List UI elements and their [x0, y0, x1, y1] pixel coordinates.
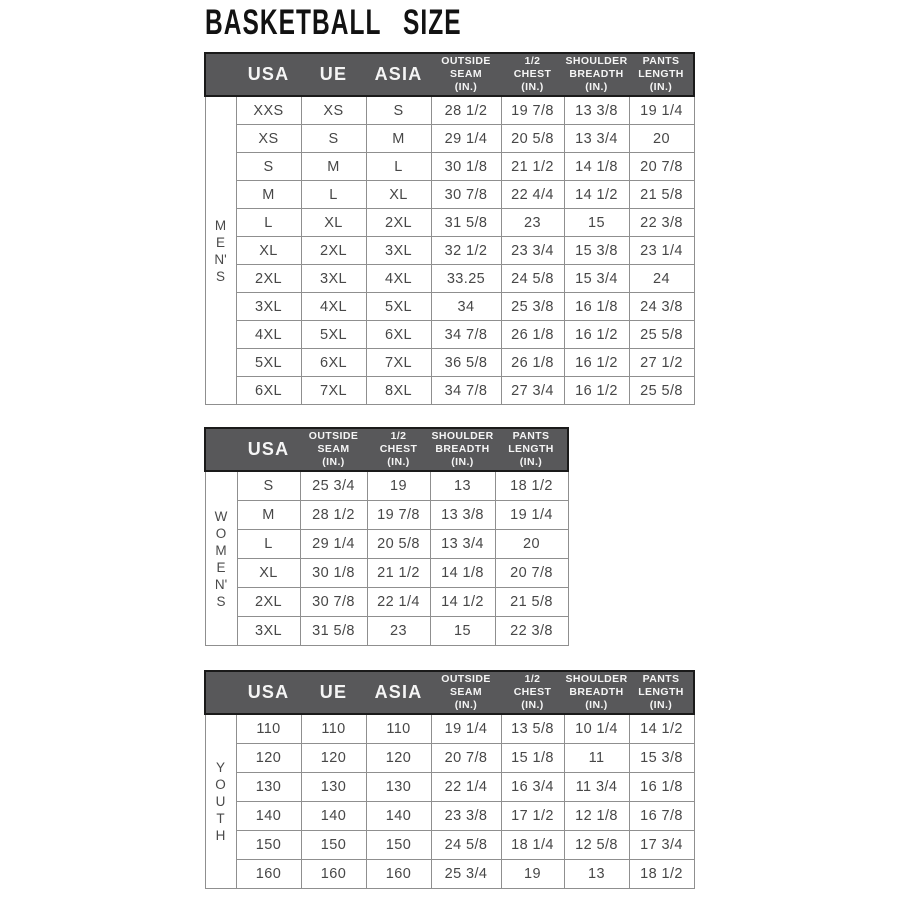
- size-cell: 4XL: [366, 265, 431, 293]
- size-cell: L: [301, 181, 366, 209]
- size-cell: 2XL: [366, 209, 431, 237]
- size-cell: 20 7/8: [431, 744, 501, 773]
- side-label-women-s: W O M E N' S: [205, 471, 237, 646]
- size-cell: 25 3/4: [431, 860, 501, 889]
- table-row: [205, 714, 694, 744]
- size-table: [204, 52, 695, 405]
- size-cell: 11 3/4: [564, 773, 629, 802]
- size-cell: 20 7/8: [629, 153, 694, 181]
- size-cell: 19 7/8: [501, 96, 564, 125]
- size-cell: 16 3/4: [501, 773, 564, 802]
- size-cell: 3XL: [366, 237, 431, 265]
- size-cell: 22 1/4: [367, 588, 430, 617]
- size-cell: 13 5/8: [501, 714, 564, 744]
- size-cell: 28 1/2: [300, 501, 367, 530]
- size-cell: 160: [366, 860, 431, 889]
- size-cell: 29 1/4: [300, 530, 367, 559]
- size-cell: XL: [237, 559, 300, 588]
- size-cell: L: [236, 209, 301, 237]
- size-table: [204, 427, 569, 646]
- size-cell: 5XL: [236, 349, 301, 377]
- size-cell: 4XL: [236, 321, 301, 349]
- size-cell: 160: [301, 860, 366, 889]
- table-row: [205, 831, 694, 860]
- size-cell: 5XL: [301, 321, 366, 349]
- size-cell: 23: [367, 617, 430, 646]
- size-cell: 16 1/8: [564, 293, 629, 321]
- size-cell: 3XL: [237, 617, 300, 646]
- size-cell: 14 1/2: [430, 588, 495, 617]
- size-cell: S: [236, 153, 301, 181]
- column-header-usa: USA: [237, 428, 300, 471]
- size-cell: 13 3/4: [564, 125, 629, 153]
- table-row: [205, 471, 568, 501]
- size-cell: 24 5/8: [431, 831, 501, 860]
- size-cell: 140: [301, 802, 366, 831]
- size-cell: 14 1/2: [629, 714, 694, 744]
- size-cell: 150: [236, 831, 301, 860]
- size-cell: 12 5/8: [564, 831, 629, 860]
- size-cell: M: [237, 501, 300, 530]
- side-label-youth: Y O U T H: [205, 714, 236, 889]
- youth-size-table-section: [204, 670, 900, 889]
- header-row: [205, 428, 568, 471]
- size-cell: 14 1/8: [564, 153, 629, 181]
- size-cell: 3XL: [301, 265, 366, 293]
- size-cell: 24 5/8: [501, 265, 564, 293]
- size-cell: 4XL: [301, 293, 366, 321]
- size-cell: 5XL: [366, 293, 431, 321]
- size-cell: 23: [501, 209, 564, 237]
- size-cell: 130: [301, 773, 366, 802]
- size-cell: 3XL: [236, 293, 301, 321]
- size-cell: S: [366, 96, 431, 125]
- size-cell: 25 3/4: [300, 471, 367, 501]
- table-row: [205, 860, 694, 889]
- column-header-pants-length-in: PANTS LENGTH (IN.): [629, 671, 694, 714]
- size-cell: 28 1/2: [431, 96, 501, 125]
- column-header-shoulder-breadth-in: SHOULDER BREADTH (IN.): [564, 53, 629, 96]
- table-row: [205, 153, 694, 181]
- size-cell: 160: [236, 860, 301, 889]
- size-cell: 140: [366, 802, 431, 831]
- table-row: [205, 349, 694, 377]
- size-cell: 22 1/4: [431, 773, 501, 802]
- table-row: [205, 802, 694, 831]
- size-cell: 16 1/2: [564, 377, 629, 405]
- size-cell: XL: [366, 181, 431, 209]
- size-cell: 16 1/2: [564, 349, 629, 377]
- size-cell: 150: [366, 831, 431, 860]
- table-row: [205, 530, 568, 559]
- size-cell: 13 3/8: [430, 501, 495, 530]
- size-cell: 25 3/8: [501, 293, 564, 321]
- size-cell: XL: [301, 209, 366, 237]
- column-header-shoulder-breadth-in: SHOULDER BREADTH (IN.): [564, 671, 629, 714]
- column-header-asia: ASIA: [366, 671, 431, 714]
- column-header-pants-length-in: PANTS LENGTH (IN.): [629, 53, 694, 96]
- size-cell: 12 1/8: [564, 802, 629, 831]
- header-corner-spacer: [205, 671, 236, 714]
- size-cell: M: [236, 181, 301, 209]
- column-header-pants-length-in: PANTS LENGTH (IN.): [495, 428, 568, 471]
- size-cell: 21 1/2: [501, 153, 564, 181]
- size-cell: 15 3/8: [629, 744, 694, 773]
- column-header-asia: ASIA: [366, 53, 431, 96]
- size-cell: 29 1/4: [431, 125, 501, 153]
- size-cell: M: [301, 153, 366, 181]
- size-cell: 130: [236, 773, 301, 802]
- table-row: [205, 321, 694, 349]
- size-table: [204, 670, 695, 889]
- size-cell: 26 1/8: [501, 321, 564, 349]
- column-header-outside-seam-in: OUTSIDE SEAM (IN.): [431, 53, 501, 96]
- column-header-ue: UE: [301, 53, 366, 96]
- size-cell: 27 1/2: [629, 349, 694, 377]
- column-header-outside-seam-in: OUTSIDE SEAM (IN.): [300, 428, 367, 471]
- size-cell: 19: [501, 860, 564, 889]
- size-cell: 25 5/8: [629, 377, 694, 405]
- header-corner-spacer: [205, 428, 237, 471]
- size-cell: 20 5/8: [367, 530, 430, 559]
- table-row: [205, 617, 568, 646]
- size-cell: 21 5/8: [495, 588, 568, 617]
- size-cell: 15 3/8: [564, 237, 629, 265]
- size-cell: 6XL: [301, 349, 366, 377]
- mens-size-table-section: [204, 52, 900, 405]
- size-cell: 19 7/8: [367, 501, 430, 530]
- size-cell: XS: [236, 125, 301, 153]
- size-cell: 18 1/2: [495, 471, 568, 501]
- size-cell: 21 5/8: [629, 181, 694, 209]
- size-cell: M: [366, 125, 431, 153]
- size-cell: 13 3/8: [564, 96, 629, 125]
- table-row: [205, 181, 694, 209]
- size-cell: 16 7/8: [629, 802, 694, 831]
- table-row: [205, 293, 694, 321]
- size-cell: 13 3/4: [430, 530, 495, 559]
- size-cell: 13: [564, 860, 629, 889]
- size-cell: 24: [629, 265, 694, 293]
- size-cell: 6XL: [366, 321, 431, 349]
- table-row: [205, 501, 568, 530]
- table-row: [205, 125, 694, 153]
- column-header-usa: USA: [236, 671, 301, 714]
- header-corner-spacer: [205, 53, 236, 96]
- womens-size-table-section: [204, 427, 900, 646]
- size-cell: 110: [301, 714, 366, 744]
- size-cell: 23 1/4: [629, 237, 694, 265]
- size-cell: 36 5/8: [431, 349, 501, 377]
- table-row: [205, 559, 568, 588]
- table-row: [205, 209, 694, 237]
- size-cell: 10 1/4: [564, 714, 629, 744]
- size-cell: 25 5/8: [629, 321, 694, 349]
- size-cell: 19 1/4: [431, 714, 501, 744]
- table-row: [205, 773, 694, 802]
- size-cell: 18 1/2: [629, 860, 694, 889]
- side-label-men-s: M E N' S: [205, 96, 236, 405]
- size-cell: 22 4/4: [501, 181, 564, 209]
- size-cell: S: [301, 125, 366, 153]
- size-cell: XXS: [236, 96, 301, 125]
- table-row: [205, 265, 694, 293]
- header-row: [205, 671, 694, 714]
- column-header-outside-seam-in: OUTSIDE SEAM (IN.): [431, 671, 501, 714]
- size-cell: 34 7/8: [431, 377, 501, 405]
- size-cell: 130: [366, 773, 431, 802]
- size-cell: 17 3/4: [629, 831, 694, 860]
- size-cell: 20 7/8: [495, 559, 568, 588]
- size-cell: 15 3/4: [564, 265, 629, 293]
- size-cell: 22 3/8: [629, 209, 694, 237]
- size-cell: 31 5/8: [431, 209, 501, 237]
- size-cell: 8XL: [366, 377, 431, 405]
- size-cell: 34: [431, 293, 501, 321]
- size-cell: 2XL: [301, 237, 366, 265]
- size-cell: 14 1/2: [564, 181, 629, 209]
- size-cell: 120: [301, 744, 366, 773]
- size-cell: 30 1/8: [300, 559, 367, 588]
- header-row: [205, 53, 694, 96]
- column-header-shoulder-breadth-in: SHOULDER BREADTH (IN.): [430, 428, 495, 471]
- size-cell: 2XL: [237, 588, 300, 617]
- size-cell: 20: [629, 125, 694, 153]
- size-cell: 7XL: [366, 349, 431, 377]
- size-cell: 30 1/8: [431, 153, 501, 181]
- size-cell: 20: [495, 530, 568, 559]
- size-cell: 33.25: [431, 265, 501, 293]
- column-header-usa: USA: [236, 53, 301, 96]
- page-title: BASKETBALL SIZE: [205, 3, 462, 42]
- size-cell: 17 1/2: [501, 802, 564, 831]
- table-row: [205, 237, 694, 265]
- size-cell: 13: [430, 471, 495, 501]
- size-cell: 15 1/8: [501, 744, 564, 773]
- size-cell: 20 5/8: [501, 125, 564, 153]
- table-row: [205, 588, 568, 617]
- size-cell: XL: [236, 237, 301, 265]
- size-cell: 24 3/8: [629, 293, 694, 321]
- table-row: [205, 744, 694, 773]
- column-header-1-2-chest-in: 1/2 CHEST (IN.): [501, 671, 564, 714]
- size-cell: 23 3/4: [501, 237, 564, 265]
- size-cell: XS: [301, 96, 366, 125]
- size-cell: 15: [430, 617, 495, 646]
- size-cell: 23 3/8: [431, 802, 501, 831]
- table-row: [205, 96, 694, 125]
- size-cell: 31 5/8: [300, 617, 367, 646]
- size-cell: 30 7/8: [431, 181, 501, 209]
- size-cell: 27 3/4: [501, 377, 564, 405]
- size-cell: 2XL: [236, 265, 301, 293]
- size-cell: 110: [366, 714, 431, 744]
- size-cell: S: [237, 471, 300, 501]
- size-cell: L: [237, 530, 300, 559]
- size-cell: L: [366, 153, 431, 181]
- size-cell: 11: [564, 744, 629, 773]
- size-cell: 16 1/2: [564, 321, 629, 349]
- size-cell: 19: [367, 471, 430, 501]
- size-cell: 120: [366, 744, 431, 773]
- size-cell: 15: [564, 209, 629, 237]
- size-cell: 32 1/2: [431, 237, 501, 265]
- size-cell: 120: [236, 744, 301, 773]
- size-cell: 150: [301, 831, 366, 860]
- size-cell: 22 3/8: [495, 617, 568, 646]
- size-cell: 7XL: [301, 377, 366, 405]
- size-cell: 34 7/8: [431, 321, 501, 349]
- size-cell: 19 1/4: [629, 96, 694, 125]
- size-cell: 18 1/4: [501, 831, 564, 860]
- column-header-1-2-chest-in: 1/2 CHEST (IN.): [367, 428, 430, 471]
- size-cell: 30 7/8: [300, 588, 367, 617]
- column-header-ue: UE: [301, 671, 366, 714]
- size-cell: 14 1/8: [430, 559, 495, 588]
- column-header-1-2-chest-in: 1/2 CHEST (IN.): [501, 53, 564, 96]
- size-cell: 16 1/8: [629, 773, 694, 802]
- size-cell: 21 1/2: [367, 559, 430, 588]
- size-cell: 19 1/4: [495, 501, 568, 530]
- size-cell: 6XL: [236, 377, 301, 405]
- table-row: [205, 377, 694, 405]
- size-cell: 26 1/8: [501, 349, 564, 377]
- size-cell: 110: [236, 714, 301, 744]
- size-cell: 140: [236, 802, 301, 831]
